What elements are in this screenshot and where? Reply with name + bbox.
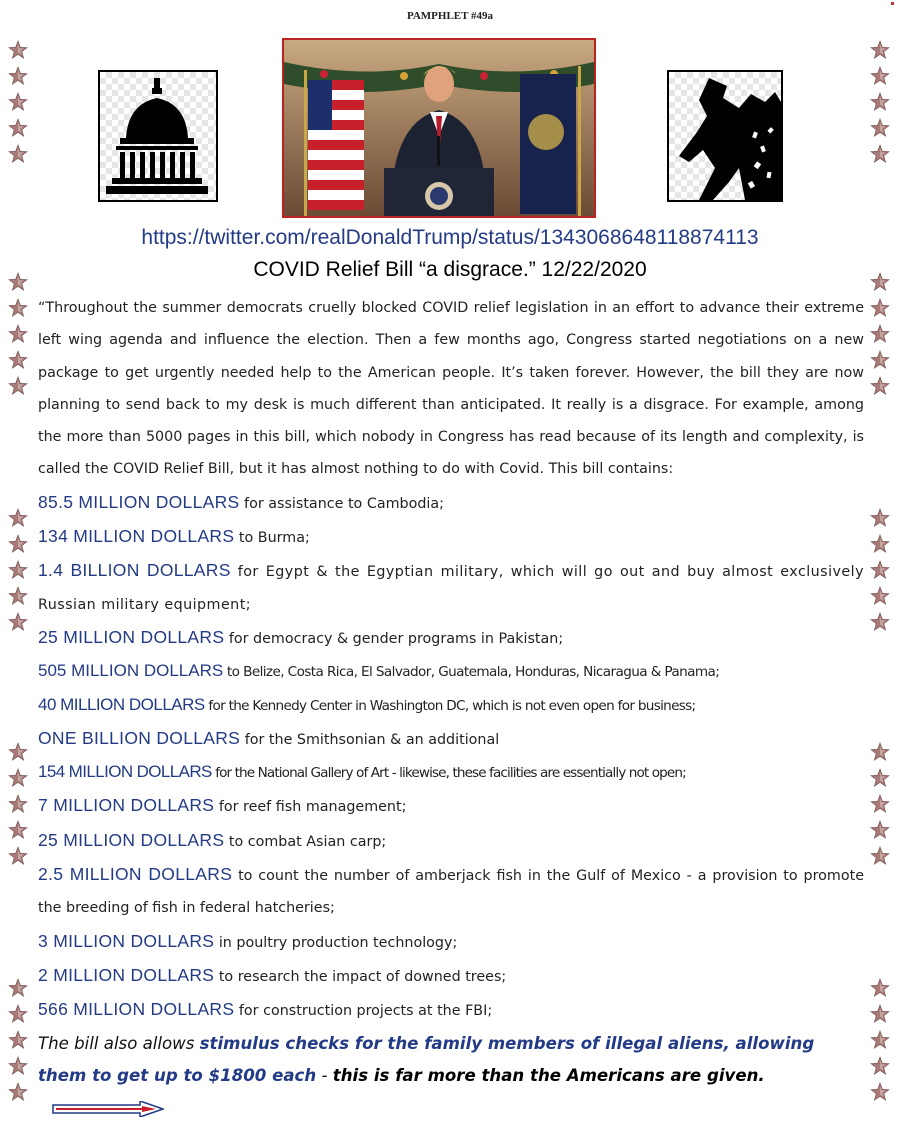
star-icon	[870, 534, 890, 554]
intro-paragraph: “Throughout the summer democrats cruelly blocked COVID relief legislation in an effort to advance their extreme left wing agenda and influence the election. Then a few months ago, Congress started negotiations on a new package to get urgently needed help to the American people. It’s taken forever. However, the bill they are now planning to send back to my desk is much different than anticipated. It really is a disgrace. For example, among the more than 5000 pages in this bill, which nobody in Congress has read because of its length and complexity, is called the COVID Relief Bill, but it has almost nothing to do with Covid. This bill contains:	[38, 300, 864, 478]
star-icon	[8, 560, 28, 580]
star-icon	[870, 846, 890, 866]
star-icon	[8, 376, 28, 396]
item-text: for construction projects at the FBI;	[234, 1003, 493, 1020]
list-item	[38, 689, 864, 722]
amount: 134 MILLION DOLLARS	[38, 526, 235, 547]
star-icon	[870, 586, 890, 606]
capitol-dome-icon	[98, 70, 218, 202]
star-column-left-3	[8, 508, 32, 638]
star-icon	[870, 144, 890, 164]
star-icon	[8, 768, 28, 788]
amount: 505 MILLION DOLLARS	[38, 661, 224, 681]
star-icon	[8, 978, 28, 998]
star-icon	[8, 1004, 28, 1024]
item-text: for Egypt & the Egyptian military, which will go out and buy almost exclusively Russian military equipment;	[38, 564, 864, 613]
star-icon	[870, 1004, 890, 1024]
star-icon	[870, 1030, 890, 1050]
tweet-url[interactable]: https://twitter.com/realDonaldTrump/status/1343068648118874113	[141, 226, 759, 249]
amount: 40 MILLION DOLLARS	[38, 694, 205, 714]
item-text: to research the impact of downed trees;	[214, 968, 507, 985]
star-icon	[8, 846, 28, 866]
star-column-left-top	[8, 40, 32, 170]
list-item	[38, 959, 864, 993]
star-icon	[8, 144, 28, 164]
star-icon	[8, 350, 28, 370]
star-column-right-top	[870, 40, 894, 170]
star-icon	[870, 612, 890, 632]
list-item	[38, 621, 864, 655]
arrow-right-icon	[52, 1101, 164, 1117]
star-column-left-4	[8, 742, 32, 872]
amount: 25 MILLION DOLLARS	[38, 626, 225, 647]
star-icon	[8, 324, 28, 344]
amount: 566 MILLION DOLLARS	[38, 999, 235, 1020]
closing-statement	[38, 1028, 864, 1125]
item-text: to combat Asian carp;	[224, 833, 387, 850]
star-column-right-2	[870, 272, 894, 402]
amount: 1.4 BILLION DOLLARS	[38, 560, 231, 581]
headline: COVID Relief Bill “a disgrace.” 12/22/2020	[253, 258, 647, 281]
amount: 3 MILLION DOLLARS	[38, 930, 215, 951]
star-icon	[870, 118, 890, 138]
star-icon	[8, 820, 28, 840]
star-icon	[8, 586, 28, 606]
star-icon	[8, 298, 28, 318]
closing-emphasis: stimulus checks for the family members of illegal aliens, allowing them to get up to $1800 each	[38, 1033, 815, 1085]
list-item	[38, 925, 864, 959]
list-item	[38, 486, 864, 520]
list-item	[38, 993, 864, 1027]
list-item	[38, 789, 864, 823]
star-icon	[8, 1030, 28, 1050]
star-icon	[8, 118, 28, 138]
item-text: for assistance to Cambodia;	[239, 495, 444, 512]
list-item	[38, 554, 864, 621]
amount: 154 MILLION DOLLARS	[38, 762, 212, 782]
star-icon	[870, 978, 890, 998]
corner-mark	[891, 2, 894, 5]
list-item	[38, 756, 864, 789]
star-icon	[870, 768, 890, 788]
fight-silhouette-icon	[667, 70, 783, 202]
item-text: to Burma;	[234, 530, 310, 547]
star-icon	[8, 508, 28, 528]
amount: 2.5 MILLION DOLLARS	[38, 864, 233, 885]
star-icon	[870, 820, 890, 840]
list-item	[38, 655, 864, 688]
star-icon	[8, 1056, 28, 1076]
amount: 2 MILLION DOLLARS	[38, 964, 215, 985]
item-text: for reef fish management;	[214, 799, 407, 816]
closing-tail: this is far more than the Americans are given.	[332, 1065, 765, 1085]
star-icon	[870, 350, 890, 370]
star-icon	[870, 298, 890, 318]
star-column-left-2	[8, 272, 32, 402]
star-icon	[870, 1082, 890, 1102]
star-icon	[8, 1082, 28, 1102]
list-item	[38, 722, 864, 756]
star-icon	[870, 66, 890, 86]
closing-dash: -	[316, 1065, 333, 1085]
star-icon	[870, 508, 890, 528]
star-icon	[8, 534, 28, 554]
item-text: for the Kennedy Center in Washington DC, which is not even open for business;	[204, 697, 696, 714]
star-icon	[8, 92, 28, 112]
star-column-right-5	[870, 978, 894, 1108]
speaker-at-podium-photo	[282, 38, 596, 218]
list-item	[38, 520, 864, 554]
list-item	[38, 824, 864, 858]
star-icon	[870, 40, 890, 60]
amount: ONE BILLION DOLLARS	[38, 727, 241, 748]
closing-lead: The bill also allows	[38, 1033, 200, 1053]
star-icon	[870, 376, 890, 396]
body-text	[38, 292, 864, 1124]
item-text: for the Smithsonian & an additional	[240, 731, 500, 748]
star-icon	[8, 742, 28, 762]
item-text: for democracy & gender programs in Pakistan;	[224, 630, 564, 647]
star-icon	[8, 66, 28, 86]
amount: 85.5 MILLION DOLLARS	[38, 491, 240, 512]
pamphlet-label: PAMPHLET #49a	[406, 10, 494, 22]
star-icon	[870, 560, 890, 580]
star-icon	[8, 794, 28, 814]
star-column-left-5	[8, 978, 32, 1108]
item-text: for the National Gallery of Art - likewise, these facilities are essentially not open;	[211, 765, 686, 782]
item-text: to Belize, Costa Rica, El Salvador, Guatemala, Honduras, Nicaragua & Panama;	[223, 664, 720, 681]
star-icon	[870, 324, 890, 344]
star-column-right-3	[870, 508, 894, 638]
star-icon	[870, 742, 890, 762]
star-icon	[870, 794, 890, 814]
amount: 25 MILLION DOLLARS	[38, 829, 225, 850]
amount: 7 MILLION DOLLARS	[38, 795, 215, 816]
star-icon	[870, 92, 890, 112]
item-text: to count the number of amberjack fish in the Gulf of Mexico - a provision to promote the breeding of fish in federal hatcheries;	[38, 868, 865, 917]
list-item	[38, 858, 864, 925]
star-icon	[870, 1056, 890, 1076]
star-column-right-4	[870, 742, 894, 872]
star-icon	[8, 612, 28, 632]
star-icon	[8, 40, 28, 60]
item-text: in poultry production technology;	[214, 934, 458, 951]
